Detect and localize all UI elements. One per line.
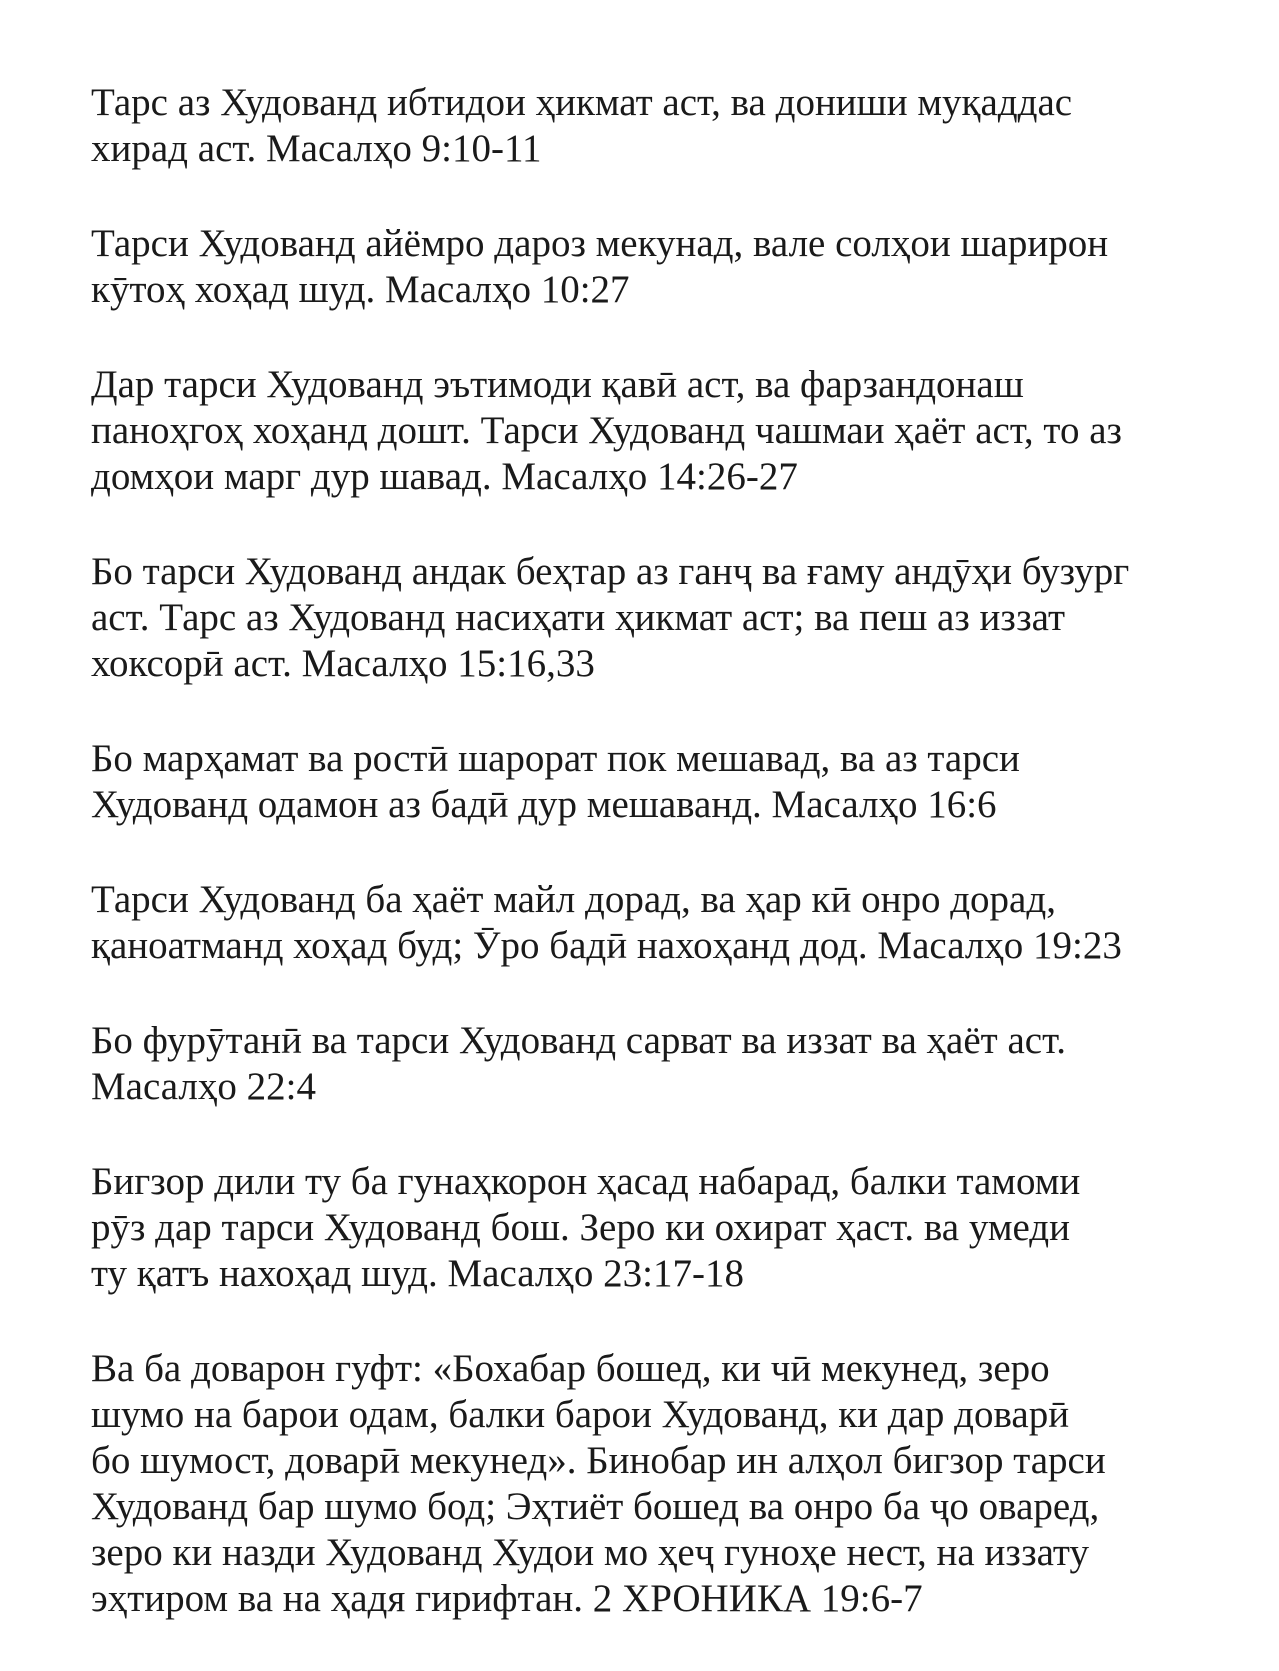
verse-line: бо шумост, доварӣ мекунед». Бинобар ин алҳол бигзор тарси (91, 1439, 1106, 1482)
verse-line: Бо фурӯтанӣ ва тарси Худованд сарват ва иззат ва ҳаёт аст. (91, 1019, 1066, 1062)
verse-proverbs-14 (91, 362, 1241, 500)
verse-line: Масалҳо 22:4 (91, 1065, 316, 1108)
verse-line: Тарси Худованд айёмро дароз мекунад, вале солҳои шарирон (91, 222, 1109, 265)
verse-line: шумо на барои одам, балки барои Худованд, ки дар доварӣ (91, 1393, 1070, 1436)
verse-line: аст. Тарс аз Худованд насиҳати ҳикмат аст; ва пеш аз иззат (91, 596, 1066, 639)
verse-line: зеро ки назди Худованд Худои мо ҳеҷ гуноҳе нест, на иззату (91, 1531, 1089, 1574)
verse-line: Ва ба доварон гуфт: «Бохабар бошед, ки чӣ мекунед, зеро (91, 1347, 1050, 1390)
verse-proverbs-19 (91, 877, 1241, 969)
verse-proverbs-23 (91, 1159, 1241, 1297)
verse-line: Тарс аз Худованд ибтидои ҳикмат аст, ва дониши муқаддас (91, 81, 1073, 124)
verse-line: Худованд бар шумо бод; Эҳтиёт бошед ва онро ба ҷо оваред, (91, 1485, 1100, 1528)
verse-line: эҳтиром ва на ҳадя гирифтан. 2 ХРОНИКА 19:6-7 (91, 1577, 923, 1620)
verse-line: Бо марҳамат ва ростӣ шарорат пок мешавад, ва аз тарси (91, 737, 1020, 780)
verse-2-chronicles-19 (91, 1346, 1241, 1622)
verse-proverbs-9 (91, 80, 1241, 172)
verse-proverbs-22 (91, 1018, 1241, 1110)
verse-proverbs-10 (91, 221, 1241, 313)
verse-line: кӯтоҳ хоҳад шуд. Масалҳо 10:27 (91, 268, 630, 311)
verse-line: Худованд одамон аз бадӣ дур мешаванд. Масалҳо 16:6 (91, 783, 997, 826)
verse-line: Дар тарси Худованд эътимоди қавӣ аст, ва фарзандонаш (91, 363, 1024, 406)
verse-line: паноҳгоҳ хоҳанд дошт. Тарси Худованд чашмаи ҳаёт аст, то аз (91, 409, 1122, 452)
verse-line: Бо тарси Худованд андак беҳтар аз ганҷ ва ғаму андӯҳи бузург (91, 550, 1130, 593)
verse-proverbs-15 (91, 549, 1241, 687)
verse-line: ту қатъ нахоҳад шуд. Масалҳо 23:17-18 (91, 1252, 744, 1295)
verse-line: Тарси Худованд ба ҳаёт майл дорад, ва ҳар кӣ онро дорад, (91, 878, 1056, 921)
verse-line: қаноатманд хоҳад буд; Ӯро бадӣ нахоҳанд дод. Масалҳо 19:23 (91, 924, 1122, 967)
document-page (91, 80, 1241, 1671)
verse-line: хирад аст. Масалҳо 9:10-11 (91, 127, 542, 170)
verse-line: хоксорӣ аст. Масалҳо 15:16,33 (91, 642, 595, 685)
verse-proverbs-16 (91, 736, 1241, 828)
verse-line: домҳои марг дур шавад. Масалҳо 14:26-27 (91, 455, 798, 498)
verse-line: Бигзор дили ту ба гунаҳкорон ҳасад набарад, балки тамоми (91, 1160, 1081, 1203)
verse-line: рӯз дар тарси Худованд бош. Зеро ки охират ҳаст. ва умеди (91, 1206, 1071, 1249)
